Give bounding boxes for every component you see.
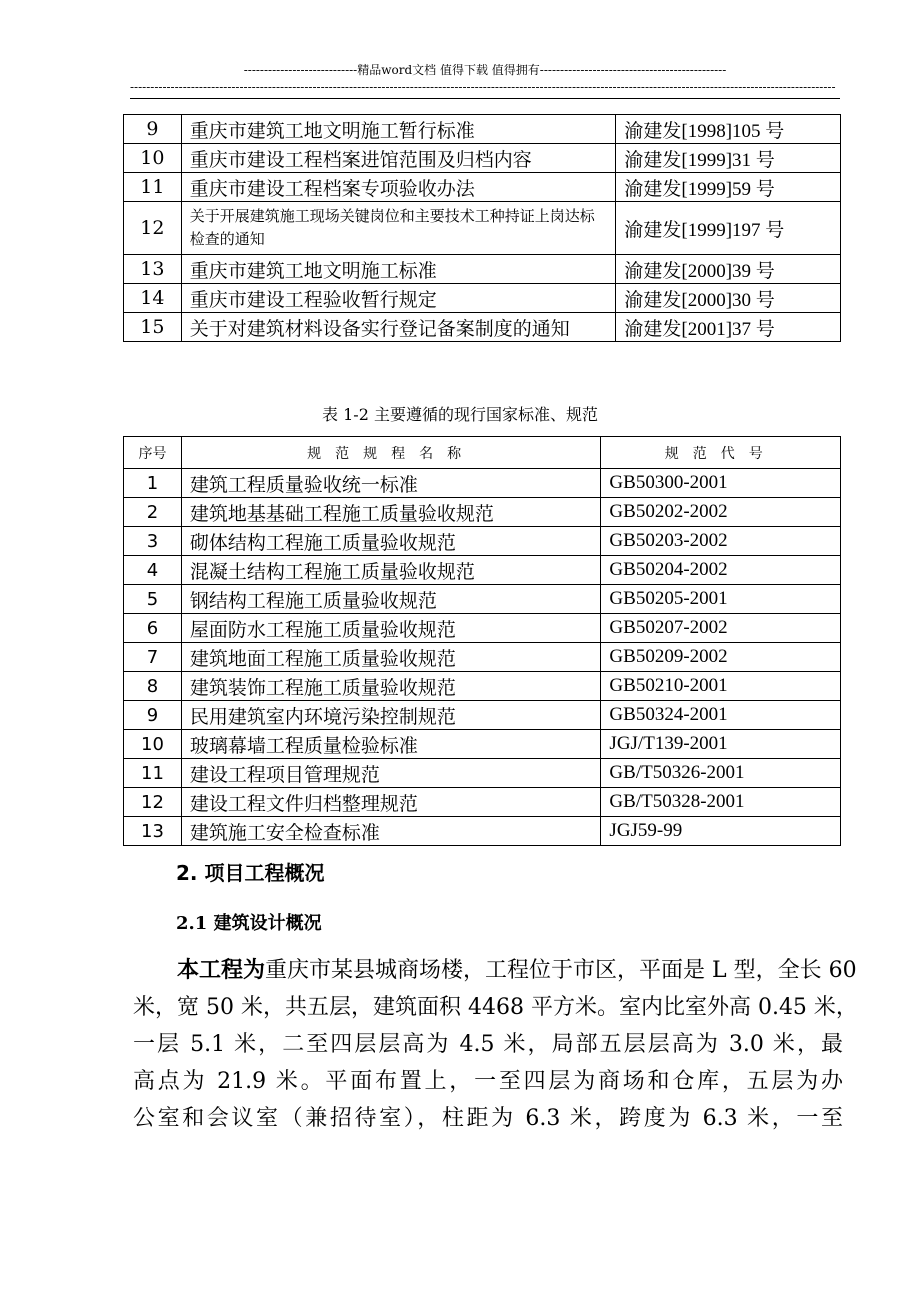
- table-row: [124, 527, 841, 556]
- subsection-heading: 2.1 建筑设计概况: [176, 913, 322, 934]
- row-name: 关于对建筑材料设备实行登记备案制度的通知: [181, 313, 616, 342]
- paragraph-line-4: 高点为 21.9 米。平面布置上，一至四层为商场和仓库，五层为办: [133, 1069, 843, 1094]
- table-row: [124, 643, 841, 672]
- row-name: 屋面防水工程施工质量验收规范: [181, 614, 601, 643]
- paragraph-line-3: 一层 5.1 米，二至四层层高为 4.5 米，局部五层层高为 3.0 米，最: [133, 1032, 843, 1057]
- row-code: GB50202-2002: [601, 498, 841, 527]
- row-code: 渝建发[2000]30 号: [616, 284, 841, 313]
- row-code: 渝建发[1999]31 号: [616, 144, 841, 173]
- row-name: 重庆市建设工程验收暂行规定: [181, 284, 616, 313]
- table-row: [124, 313, 841, 342]
- national-standards-table: [123, 436, 841, 846]
- table-row: [124, 255, 841, 284]
- row-code: 渝建发[2000]39 号: [616, 255, 841, 284]
- table-row: [124, 817, 841, 846]
- row-name: 民用建筑室内环境污染控制规范: [181, 701, 601, 730]
- row-number: 12: [124, 202, 182, 255]
- row-name: 砌体结构工程施工质量验收规范: [181, 527, 601, 556]
- row-number: 14: [124, 284, 182, 313]
- table-caption: 表 1-2 主要遵循的现行国家标准、规范: [322, 405, 598, 424]
- table-row: [124, 115, 841, 144]
- row-code: GB50203-2002: [601, 527, 841, 556]
- row-code: 渝建发[1999]197 号: [616, 202, 841, 255]
- row-name: 重庆市建筑工地文明施工暂行标准: [181, 115, 616, 144]
- row-name: 建筑施工安全检查标准: [181, 817, 601, 846]
- row-number: 9: [124, 701, 182, 730]
- row-number: 8: [124, 672, 182, 701]
- lead-text: 本工程为: [177, 957, 266, 983]
- row-number: 3: [124, 527, 182, 556]
- row-number: 15: [124, 313, 182, 342]
- row-number: 10: [124, 144, 182, 173]
- section-heading: 2. 项目工程概况: [176, 861, 325, 885]
- table-row: [124, 498, 841, 527]
- row-code: GB/T50326-2001: [601, 759, 841, 788]
- table-row: [124, 202, 841, 255]
- row-code: GB/T50328-2001: [601, 788, 841, 817]
- paragraph-line-5: 公室和会议室（兼招待室），柱距为 6.3 米，跨度为 6.3 米，一至: [133, 1106, 843, 1131]
- row-code: 渝建发[1998]105 号: [616, 115, 841, 144]
- paragraph-line-2: 米，宽 50 米，共五层，建筑面积 4468 平方米。室内比室外高 0.45 米，: [133, 995, 858, 1020]
- row-name: 玻璃幕墙工程质量检验标准: [181, 730, 601, 759]
- paragraph-line-1-text: 重庆市某县城商场楼，工程位于市区，平面是 L 型，全长 60: [265, 958, 857, 983]
- regulations-table-continued: [123, 114, 841, 342]
- table-header-row: [124, 437, 841, 469]
- row-number: 6: [124, 614, 182, 643]
- row-number: 11: [124, 759, 182, 788]
- table-row: [124, 672, 841, 701]
- paragraph-line-1: [133, 952, 857, 989]
- row-number: 4: [124, 556, 182, 585]
- row-code: GB50324-2001: [601, 701, 841, 730]
- row-number: 7: [124, 643, 182, 672]
- header-no: 序号: [124, 437, 182, 469]
- table-row: [124, 585, 841, 614]
- row-name: 关于开展建筑施工现场关键岗位和主要技术工种持证上岗达标检查的通知: [181, 202, 616, 255]
- row-code: GB50209-2002: [601, 643, 841, 672]
- row-code: 渝建发[2001]37 号: [616, 313, 841, 342]
- row-number: 13: [124, 817, 182, 846]
- row-code: GB50204-2002: [601, 556, 841, 585]
- table-row: [124, 144, 841, 173]
- table-row: [124, 284, 841, 313]
- header-dash-line: ------------------------------------------------------------------------------------------------------------------------------------------------------------------------------: [130, 80, 836, 94]
- regulations-table-body: [124, 115, 841, 342]
- row-name: 建筑装饰工程施工质量验收规范: [181, 672, 601, 701]
- table-row: [124, 701, 841, 730]
- header-watermark-text: ----------------------------精品word文档 值得下载 值得拥有----------------------------------------------: [243, 63, 727, 77]
- table-row: [124, 556, 841, 585]
- page-header: [130, 62, 840, 99]
- header-name: 规范规程名称: [181, 437, 601, 469]
- row-number: 10: [124, 730, 182, 759]
- row-name: 建设工程文件归档整理规范: [181, 788, 601, 817]
- row-code: GB50300-2001: [601, 469, 841, 498]
- row-code: 渝建发[1999]59 号: [616, 173, 841, 202]
- row-code: JGJ59-99: [601, 817, 841, 846]
- row-number: 1: [124, 469, 182, 498]
- row-number: 11: [124, 173, 182, 202]
- national-standards-table-body: [124, 437, 841, 846]
- row-name: 钢结构工程施工质量验收规范: [181, 585, 601, 614]
- row-name: 重庆市建筑工地文明施工标准: [181, 255, 616, 284]
- row-code: GB50205-2001: [601, 585, 841, 614]
- header-rule: [130, 98, 840, 99]
- row-name: 重庆市建设工程档案进馆范围及归档内容: [181, 144, 616, 173]
- row-code: GB50210-2001: [601, 672, 841, 701]
- row-number: 2: [124, 498, 182, 527]
- table-row: [124, 614, 841, 643]
- row-name: 建设工程项目管理规范: [181, 759, 601, 788]
- row-name: 重庆市建设工程档案专项验收办法: [181, 173, 616, 202]
- body-paragraph: [133, 952, 858, 1137]
- row-number: 5: [124, 585, 182, 614]
- row-code: JGJ/T139-2001: [601, 730, 841, 759]
- table-row: [124, 730, 841, 759]
- row-number: 12: [124, 788, 182, 817]
- row-number: 9: [124, 115, 182, 144]
- row-name: 建筑地面工程施工质量验收规范: [181, 643, 601, 672]
- row-name: 混凝土结构工程施工质量验收规范: [181, 556, 601, 585]
- row-name: 建筑地基基础工程施工质量验收规范: [181, 498, 601, 527]
- row-number: 13: [124, 255, 182, 284]
- table-row: [124, 759, 841, 788]
- row-name: 建筑工程质量验收统一标准: [181, 469, 601, 498]
- row-code: GB50207-2002: [601, 614, 841, 643]
- table-row: [124, 469, 841, 498]
- table-row: [124, 173, 841, 202]
- table-row: [124, 788, 841, 817]
- header-code: 规范代号: [601, 437, 841, 469]
